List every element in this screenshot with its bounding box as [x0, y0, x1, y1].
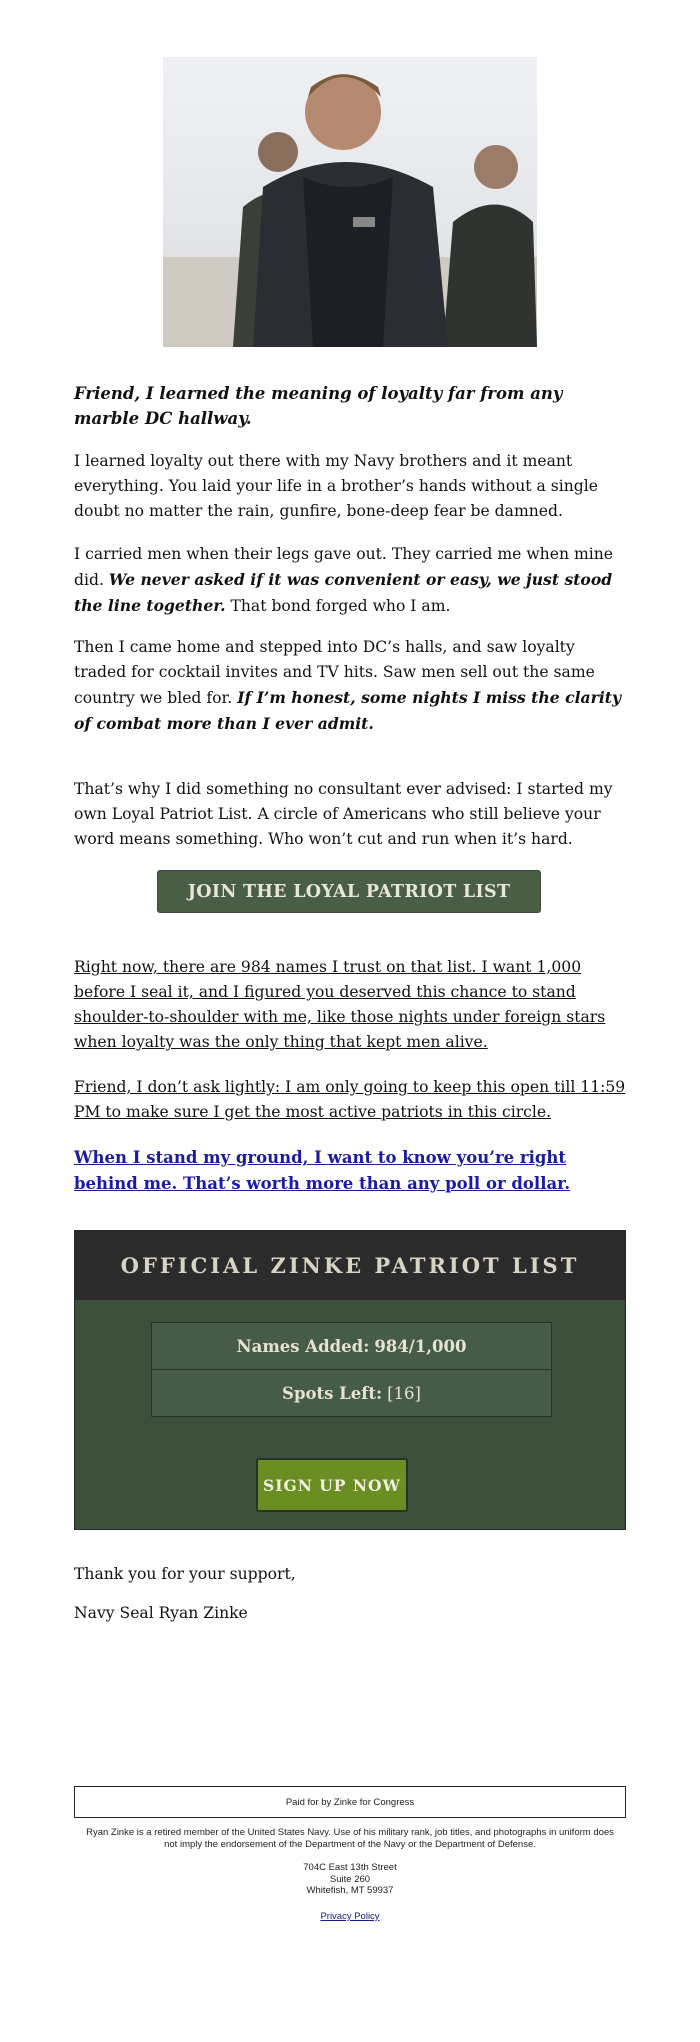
paid-for-text: Paid for by Zinke for Congress [285, 1796, 415, 1808]
names-added-label: Names Added: [236, 1336, 370, 1356]
paragraph-navy-brothers: I learned loyalty out there with my Navy brothers and it meant everything. You laid your life in a brother’s hands without a single doubt no matter the rain, gunfire, bone-deep fear be damned. [74, 452, 598, 520]
intro-heading: Friend, I learned the meaning of loyalty far from any marble DC hallway. [74, 384, 563, 428]
address [74, 1862, 626, 1897]
letter-body [74, 381, 626, 431]
sign-up-now-button[interactable]: SIGN UP NOW [256, 1458, 408, 1512]
address-line: Suite 260 [329, 1873, 371, 1885]
text: Then I came home and stepped into DC’s halls, and saw loyalty traded for cocktail invites and TV hits. Saw men sell out the same country we bled for. [74, 638, 595, 707]
patriot-list-box [74, 1230, 626, 1530]
text: That bond forged who I am. [225, 597, 451, 615]
paragraph-984-names: Right now, there are 984 names I trust on that list. I want 1,000 before I seal it, and I figured you deserved this chance to stand shoulder-to-shoulder with me, like those nights under foreign stars when loyalty was the only thing that kept men alive. [74, 958, 606, 1051]
text: I carried men when their legs gave out. They carried me when mine did. [74, 545, 613, 589]
paid-for-box [74, 1786, 626, 1818]
hero-photo [163, 57, 537, 347]
signature: Navy Seal Ryan Zinke [74, 1604, 248, 1622]
paragraph-dc-halls [74, 635, 626, 737]
address-line: 704C East 13th Street [303, 1862, 397, 1873]
names-added-value: 984/1,000 [374, 1336, 467, 1356]
paragraph-carried-men [74, 542, 626, 619]
patriot-list-title: OFFICIAL ZINKE PATRIOT LIST [75, 1231, 625, 1300]
spots-left-row [152, 1369, 551, 1416]
paragraph-patriot-list: That’s why I did something no consultant ever advised: I started my own Loyal Patriot List. A circle of Americans who still believe your word means something. Who won’t cut and run when it’s hard. [74, 780, 613, 848]
emphasis-text: We never asked if it was convenient or easy, we just stood the line together. [74, 570, 613, 615]
disclaimer: Ryan Zinke is a retired member of the United States Navy. Use of his military rank, job titles, and photographs in uniform does not imply the endorsement of the Department of the Navy or the Department of Defense. [86, 1827, 614, 1850]
paragraph-deadline: Friend, I don’t ask lightly: I am only going to keep this open till 11:59 PM to make sure I get the most active patriots in this circle. [74, 1078, 626, 1121]
join-list-button[interactable]: JOIN THE LOYAL PATRIOT LIST [157, 870, 541, 913]
stand-my-ground-link[interactable]: When I stand my ground, I want to know you’re right behind me. That’s worth more than any poll or dollar. [74, 1148, 571, 1193]
emphasis-text: If I’m honest, some nights I miss the clarity of combat more than I ever admit. [74, 688, 622, 733]
spots-left-label: Spots Left: [282, 1383, 383, 1403]
closing: Thank you for your support, [74, 1565, 296, 1583]
privacy-policy-link[interactable]: Privacy Policy [320, 1911, 380, 1922]
spots-left-value: [16] [387, 1383, 421, 1403]
address-line: Whitefish, MT 59937 [306, 1885, 394, 1896]
soldier-photo-illustration [163, 57, 537, 347]
stats-table [151, 1322, 552, 1417]
names-added-row [152, 1323, 551, 1369]
